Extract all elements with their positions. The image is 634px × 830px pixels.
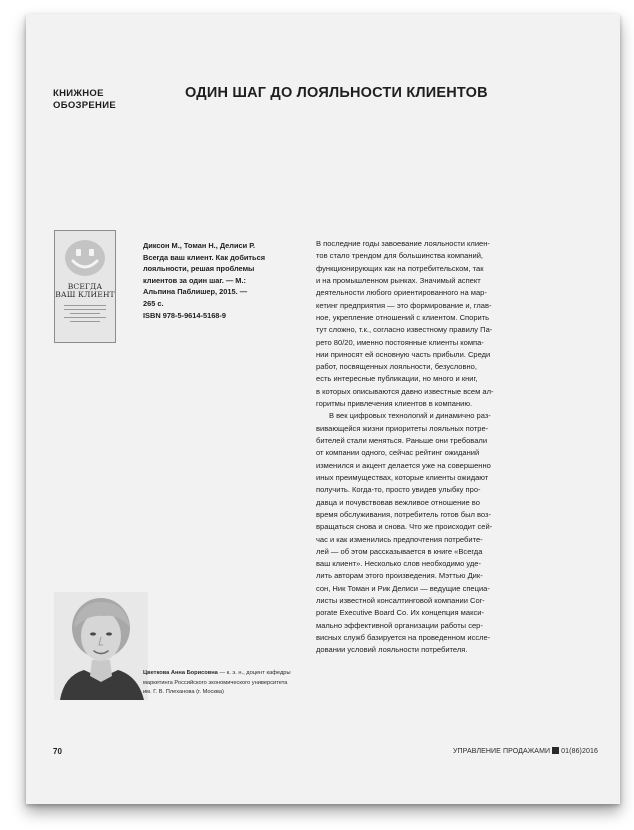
author-caption <box>143 669 308 698</box>
text-line: час и как изменились предпочтения потребите- <box>316 534 483 544</box>
book-info-line: Альпина Паблишер, 2015. — <box>143 287 248 297</box>
article-title: ОДИН ШАГ ДО ЛОЯЛЬНОСТИ КЛИЕНТОВ <box>185 85 488 101</box>
text-line: рето 80/20, именно постоянные клиенты компа- <box>316 337 484 347</box>
text-line: вивающейся жизни приоритеты лояльных потре- <box>316 423 489 433</box>
text-line: от компании одного, сейчас рейтинг ожиданий <box>316 448 480 458</box>
book-info-line: клиентов за один шаг. — М.: <box>143 275 246 285</box>
author-caption-line-1 <box>143 669 308 679</box>
text-line: иных преимуществах, которые клиенты ожидают <box>316 472 489 482</box>
text-line: деятельности любого ориентированного на мар- <box>316 288 487 298</box>
paragraph-1 <box>316 238 560 410</box>
text-line: и на промышленном рынках. Значимый аспект <box>316 275 481 285</box>
book-cover-subtitle-lines <box>64 305 106 325</box>
text-line: довании условий лояльности потребителя. <box>316 645 468 655</box>
text-line: изменился и акцент делается уже на совершенно <box>316 460 491 470</box>
author-affiliation-line: им. Г. В. Плеханова (г. Москва) <box>143 689 224 695</box>
journal-issue: 01(86)2016 <box>561 748 598 755</box>
author-photo <box>54 592 148 700</box>
book-info-line: Диксон М., Томан Н., Делиси Р. <box>143 241 256 250</box>
book-info-line: ISBN 978-5-9614-5168-9 <box>143 310 226 320</box>
article-body <box>316 238 560 657</box>
journal-footer <box>453 747 598 755</box>
text-line: porate Executive Board Co. Их концепция макси- <box>316 608 484 618</box>
text-line: ваш клиент». Несколько слов необходимо уде- <box>316 559 482 569</box>
text-line: функционирующих как на потребительском, так <box>316 263 484 273</box>
smiley-face-icon <box>64 239 106 277</box>
text-line: есть интересные публикации, но много и книг, <box>316 374 478 384</box>
square-separator-icon <box>552 747 559 754</box>
text-line: работ, посвященных лояльности, безусловно, <box>316 362 477 372</box>
journal-name: УПРАВЛЕНИЕ ПРОДАЖАМИ <box>453 748 551 755</box>
book-info-line: 265 с. <box>143 298 164 308</box>
text-line: лить авторам этого произведения. Мэттью Дик- <box>316 571 483 581</box>
text-line: кетинг предприятия — это формирование и, глав- <box>316 300 492 310</box>
text-line: давца и почувствовав вежливое отношение во <box>316 497 480 507</box>
text-line: вращаться снова и снова. Что же происходит сей- <box>316 522 493 532</box>
text-line: бителей стали меняться. Раньше они требовали <box>316 436 488 445</box>
text-line: висных служб базируется на проведенном иссле- <box>316 633 491 642</box>
text-line: ное, укрепление отношений с клиентом. Спорить <box>316 312 490 322</box>
text-line: мально эффективной организации работы сер- <box>316 620 483 630</box>
text-line: лей — об этом рассказывается в книге «Всегда <box>316 546 483 556</box>
text-line: сон, Ник Томан и Рик Делиси — ведущие специа- <box>316 583 490 593</box>
book-info-line: Всегда ваш клиент. Как добиться <box>143 252 266 262</box>
book-bibliographic-info <box>143 240 295 321</box>
book-cover-image <box>54 230 116 343</box>
text-line: в которых описываются давно известные всем ал- <box>316 386 494 396</box>
text-line: тов стало трендом для большинства компаний, <box>316 251 484 261</box>
author-affiliation-line: маркетинга Российского экономического университета <box>143 679 288 686</box>
section-label: КНИЖНОЕ ОБОЗРЕНИЕ <box>53 88 116 111</box>
text-line: В последние годы завоевание лояльности клиен- <box>316 239 490 248</box>
book-cover-title: ВСЕГДА ВАШ КЛИЕНТ <box>55 282 115 299</box>
text-line: время обслуживания, потребитель готов был воз- <box>316 509 492 519</box>
book-info-line: лояльности, решая проблемы <box>143 264 255 274</box>
text-line: листы известной консалтинговой компании Cor- <box>316 596 485 606</box>
author-name: Цветкова Анна Борисовна <box>143 670 218 676</box>
text-line: В век цифровых технологий и динамично раз- <box>329 411 491 421</box>
paragraph-2 <box>316 410 560 656</box>
text-line: нии приносят ей основную часть прибыли. Среди <box>316 349 491 359</box>
author-portrait-icon <box>54 592 148 700</box>
page-number: 70 <box>53 747 62 756</box>
text-line: горитмы привлечения клиентов в компанию. <box>316 399 473 409</box>
text-line: получить. Когда-то, просто увидев улыбку про- <box>316 485 481 495</box>
author-credentials: — к. э. н., доцент кафедры <box>217 670 291 676</box>
text-line: тут сложно, т.к., согласно известному правилу Па- <box>316 325 493 335</box>
